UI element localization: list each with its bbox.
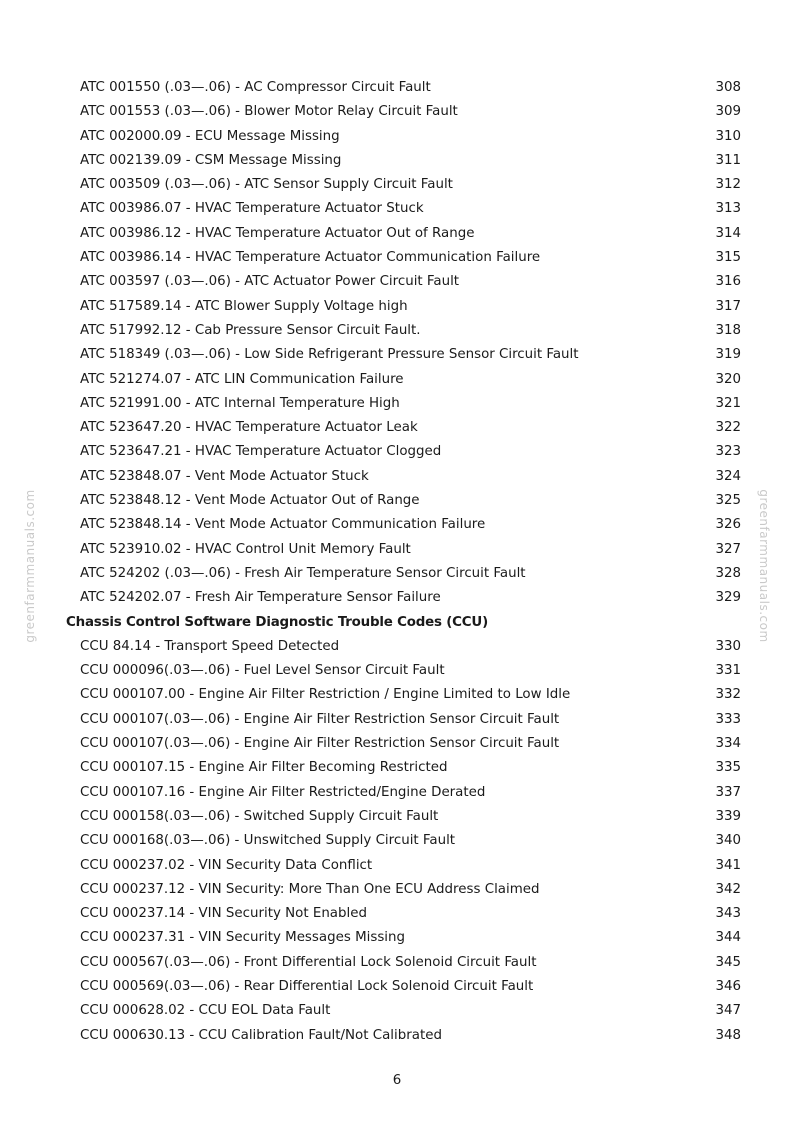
toc-entry[interactable] bbox=[0, 975, 794, 999]
toc-entry-page: 309 bbox=[715, 104, 741, 120]
toc-entry-title: ATC 523647.20 - HVAC Temperature Actuator Leak bbox=[80, 420, 418, 436]
toc-entry[interactable] bbox=[0, 197, 794, 221]
toc-entry-page: 320 bbox=[715, 371, 741, 387]
toc-entry-page: 340 bbox=[715, 833, 741, 849]
toc-entry-title: ATC 521274.07 - ATC LIN Communication Failure bbox=[80, 371, 404, 387]
toc-entry-title: ATC 523647.21 - HVAC Temperature Actuator Clogged bbox=[80, 444, 442, 460]
toc-entry-title: ATC 002139.09 - CSM Message Missing bbox=[80, 152, 342, 168]
toc-entry-page: 324 bbox=[715, 468, 741, 484]
toc-entry[interactable] bbox=[0, 708, 794, 732]
toc-entry-page: 326 bbox=[715, 517, 741, 533]
toc-entry-page: 345 bbox=[715, 954, 741, 970]
toc-entry[interactable] bbox=[0, 562, 794, 586]
toc-entry-title: ATC 001550 (.03—.06) - AC Compressor Circuit Fault bbox=[80, 80, 431, 95]
toc-entry-title: ATC 524202.07 - Fresh Air Temperature Sensor Failure bbox=[80, 590, 441, 606]
toc-entry-page: 316 bbox=[715, 274, 741, 290]
toc-entry-title: ATC 518349 (.03—.06) - Low Side Refrigerant Pressure Sensor Circuit Fault bbox=[80, 347, 579, 363]
toc-entry[interactable] bbox=[0, 246, 794, 270]
toc-entry-title: CCU 000168(.03—.06) - Unswitched Supply Circuit Fault bbox=[80, 833, 456, 849]
toc-entry-page: 330 bbox=[715, 638, 741, 654]
toc-section-title: Chassis Control Software Diagnostic Trouble Codes (CCU) bbox=[66, 614, 489, 630]
toc-entry[interactable] bbox=[0, 100, 794, 124]
toc-entry-page: 323 bbox=[715, 444, 741, 460]
toc-entry[interactable] bbox=[0, 149, 794, 173]
toc-entry[interactable] bbox=[0, 489, 794, 513]
toc-entry-title: CCU 000107(.03—.06) - Engine Air Filter Restriction Sensor Circuit Fault bbox=[80, 711, 560, 727]
toc-entry-title: ATC 003509 (.03—.06) - ATC Sensor Supply Circuit Fault bbox=[80, 177, 453, 193]
toc-entry-title: ATC 003986.14 - HVAC Temperature Actuator Communication Failure bbox=[80, 250, 541, 266]
toc-entry-title: ATC 524202 (.03—.06) - Fresh Air Temperature Sensor Circuit Fault bbox=[80, 565, 526, 581]
toc-entry[interactable] bbox=[0, 319, 794, 343]
toc-entry-title: CCU 000569(.03—.06) - Rear Differential Lock Solenoid Circuit Fault bbox=[80, 978, 534, 994]
toc-entry[interactable] bbox=[0, 173, 794, 197]
toc-entry-page: 344 bbox=[715, 930, 741, 946]
toc-entry-page: 315 bbox=[715, 250, 741, 266]
toc-entry[interactable] bbox=[0, 878, 794, 902]
toc-entry-title: ATC 517992.12 - Cab Pressure Sensor Circuit Fault. bbox=[80, 322, 421, 338]
toc-entry-page: 310 bbox=[715, 128, 741, 144]
toc-entry[interactable] bbox=[0, 951, 794, 975]
toc-entry[interactable] bbox=[0, 732, 794, 756]
toc-entry-title: ATC 003986.07 - HVAC Temperature Actuator Stuck bbox=[80, 201, 424, 217]
toc-entry-page: 312 bbox=[715, 177, 741, 193]
toc-entry-page: 337 bbox=[715, 784, 741, 800]
toc-entry-title: CCU 84.14 - Transport Speed Detected bbox=[80, 638, 340, 654]
toc-entry[interactable] bbox=[0, 756, 794, 780]
page-number: 6 bbox=[392, 1073, 402, 1088]
toc-entry[interactable] bbox=[0, 343, 794, 367]
watermark-left: greenfarmmanuals.com bbox=[23, 489, 37, 643]
toc-entry[interactable] bbox=[0, 854, 794, 878]
toc-entry-title: CCU 000628.02 - CCU EOL Data Fault bbox=[80, 1003, 331, 1019]
toc-entry[interactable] bbox=[0, 659, 794, 683]
toc-entry-title: CCU 000107.00 - Engine Air Filter Restriction / Engine Limited to Low Idle bbox=[80, 687, 571, 703]
toc-entry-page: 318 bbox=[715, 322, 741, 338]
watermark-right: greenfarmmanuals.com bbox=[757, 489, 771, 643]
toc-entry-page: 325 bbox=[715, 493, 741, 509]
toc-entry-title: ATC 521991.00 - ATC Internal Temperature High bbox=[80, 395, 400, 411]
toc-section-heading[interactable] bbox=[0, 611, 794, 635]
toc-entry-page: 332 bbox=[715, 687, 741, 703]
toc-entry-page: 331 bbox=[715, 663, 741, 679]
toc-entry[interactable] bbox=[0, 125, 794, 149]
toc-entry-page: 335 bbox=[715, 760, 741, 776]
toc-entry[interactable] bbox=[0, 295, 794, 319]
toc-entry-page: 322 bbox=[715, 420, 741, 436]
toc-entry[interactable] bbox=[0, 222, 794, 246]
toc-entry-title: ATC 523910.02 - HVAC Control Unit Memory Fault bbox=[80, 541, 411, 557]
toc-entry-page: 339 bbox=[715, 808, 741, 824]
toc-entry-title: ATC 523848.14 - Vent Mode Actuator Communication Failure bbox=[80, 517, 486, 533]
toc-entry-title: CCU 000630.13 - CCU Calibration Fault/Not Calibrated bbox=[80, 1027, 442, 1043]
toc-entry-page: 333 bbox=[715, 711, 741, 727]
toc-entry-title: ATC 003986.12 - HVAC Temperature Actuator Out of Range bbox=[80, 225, 475, 241]
toc-entry[interactable] bbox=[0, 270, 794, 294]
toc-entry-title: CCU 000237.31 - VIN Security Messages Missing bbox=[80, 930, 405, 946]
toc-entry-title: ATC 517589.14 - ATC Blower Supply Voltage high bbox=[80, 298, 408, 314]
toc-entry-page: 347 bbox=[715, 1003, 741, 1019]
toc-entry-title: CCU 000237.02 - VIN Security Data Conflict bbox=[80, 857, 373, 873]
toc-entry[interactable] bbox=[0, 902, 794, 926]
toc-entry-page: 321 bbox=[715, 395, 741, 411]
toc-entry[interactable] bbox=[0, 586, 794, 610]
toc-entry[interactable] bbox=[0, 465, 794, 489]
toc-entry[interactable] bbox=[0, 781, 794, 805]
toc-entry-page: 327 bbox=[715, 541, 741, 557]
toc-entry-title: ATC 523848.12 - Vent Mode Actuator Out of Range bbox=[80, 493, 420, 509]
toc-entry-page: 346 bbox=[715, 978, 741, 994]
toc-entry-page: 341 bbox=[715, 857, 741, 873]
toc-entry-page: 308 bbox=[715, 80, 741, 95]
toc-entry-page: 329 bbox=[715, 590, 741, 606]
toc-entry-title: CCU 000107.15 - Engine Air Filter Becoming Restricted bbox=[80, 760, 448, 776]
toc-entry-page: 334 bbox=[715, 736, 741, 752]
toc-entry[interactable] bbox=[0, 926, 794, 950]
toc-entry-title: CCU 000107.16 - Engine Air Filter Restricted/Engine Derated bbox=[80, 784, 486, 800]
toc-entry-page: 319 bbox=[715, 347, 741, 363]
toc-entry-page: 343 bbox=[715, 906, 741, 922]
toc-entry[interactable] bbox=[0, 76, 794, 100]
toc-entry[interactable] bbox=[0, 805, 794, 829]
toc-entry-page: 328 bbox=[715, 565, 741, 581]
toc-entry[interactable] bbox=[0, 440, 794, 464]
toc-entry[interactable] bbox=[0, 538, 794, 562]
toc-entry-page: 314 bbox=[715, 225, 741, 241]
toc-entry-page: 311 bbox=[715, 152, 741, 168]
toc-entry-page: 313 bbox=[715, 201, 741, 217]
toc-entry-title: CCU 000096(.03—.06) - Fuel Level Sensor Circuit Fault bbox=[80, 663, 445, 679]
toc-entry-title: ATC 002000.09 - ECU Message Missing bbox=[80, 128, 340, 144]
toc-entry-title: CCU 000107(.03—.06) - Engine Air Filter Restriction Sensor Circuit Fault bbox=[80, 736, 560, 752]
toc-entry[interactable] bbox=[0, 392, 794, 416]
toc-entry-title: ATC 001553 (.03—.06) - Blower Motor Relay Circuit Fault bbox=[80, 104, 458, 120]
toc-entry-title: CCU 000567(.03—.06) - Front Differential Lock Solenoid Circuit Fault bbox=[80, 954, 537, 970]
toc-entry-title: CCU 000237.14 - VIN Security Not Enabled bbox=[80, 906, 367, 922]
toc-entry[interactable] bbox=[0, 999, 794, 1023]
toc-entry[interactable] bbox=[0, 513, 794, 537]
toc-entry[interactable] bbox=[0, 635, 794, 659]
toc-entry[interactable] bbox=[0, 368, 794, 392]
toc-entry-title: ATC 003597 (.03—.06) - ATC Actuator Power Circuit Fault bbox=[80, 274, 460, 290]
table-of-contents bbox=[0, 76, 794, 1048]
toc-entry[interactable] bbox=[0, 683, 794, 707]
toc-entry[interactable] bbox=[0, 829, 794, 853]
toc-entry-title: CCU 000158(.03—.06) - Switched Supply Circuit Fault bbox=[80, 808, 439, 824]
toc-entry-page: 342 bbox=[715, 881, 741, 897]
toc-entry-title: CCU 000237.12 - VIN Security: More Than One ECU Address Claimed bbox=[80, 881, 540, 897]
toc-entry-page: 317 bbox=[715, 298, 741, 314]
toc-entry-page: 348 bbox=[715, 1027, 741, 1043]
toc-entry[interactable] bbox=[0, 416, 794, 440]
toc-entry-title: ATC 523848.07 - Vent Mode Actuator Stuck bbox=[80, 468, 369, 484]
toc-entry[interactable] bbox=[0, 1024, 794, 1048]
